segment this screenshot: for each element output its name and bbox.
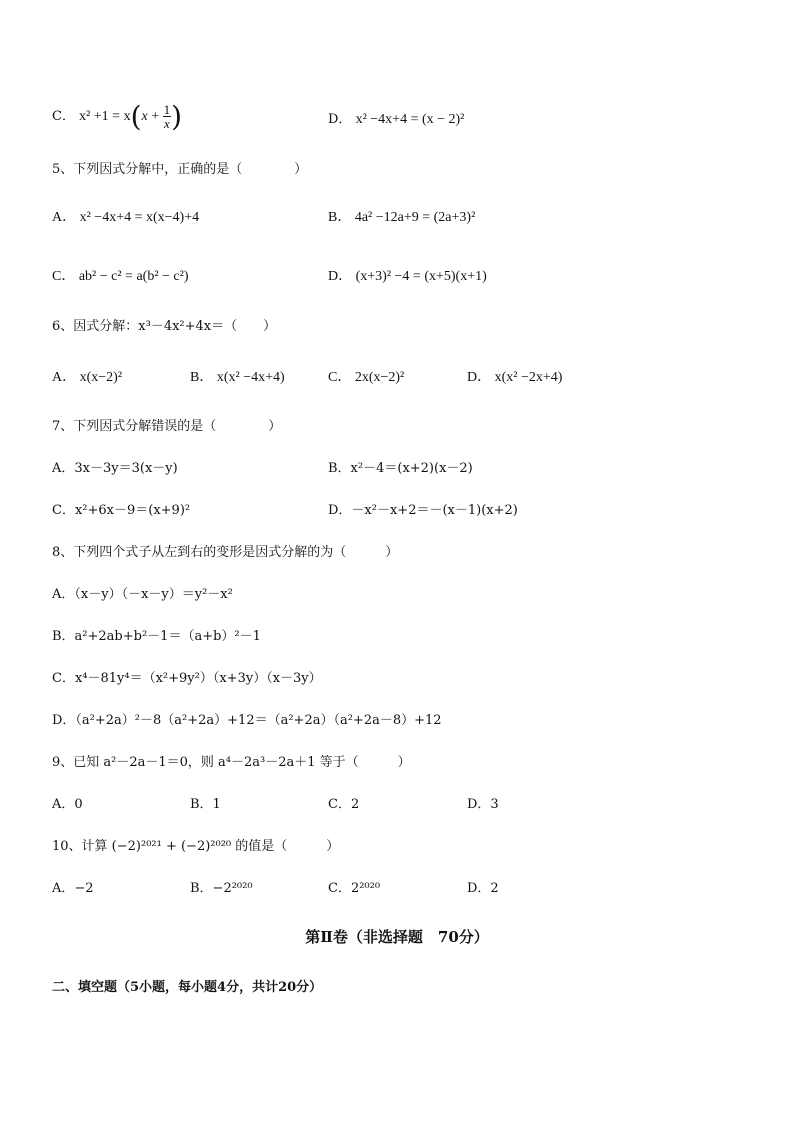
q5-stem: 5、下列因式分解中，正确的是（ ）: [52, 162, 308, 177]
q5-option-c: C． ab² − c² = a(b² − c²): [52, 269, 189, 284]
q5-option-b: B． 4a² −12a+9 = (2a+3)²: [328, 210, 476, 225]
q4-option-c-x: x +: [141, 109, 163, 124]
q6-option-b: B． x(x² −4x+4): [190, 370, 285, 385]
q8-stem: 8、下列四个式子从左到右的变形是因式分解的为（ ）: [52, 545, 399, 560]
q10-option-c: C．2²⁰²⁰: [328, 881, 381, 896]
q4-option-c: [52, 100, 182, 133]
q4-option-c-left: x² +1 = x: [79, 109, 131, 124]
q8-option-c: C．x⁴－81y⁴＝（x²+9y²）（x+3y）（x－3y）: [52, 671, 322, 686]
q8-option-d: D．（a²+2a）²－8（a²+2a）+12＝（a²+2a）（a²+2a－8）+12: [52, 713, 442, 728]
q9-option-d: D．3: [467, 797, 499, 812]
q7-option-a: A．3x－3y＝3(x－y): [52, 461, 178, 476]
q10-option-b: B．−2²⁰²⁰: [190, 881, 253, 896]
q4-frac-den: x: [164, 116, 170, 131]
q4-option-d-expr: x² −4x+4 = (x − 2)²: [355, 112, 465, 127]
q9-option-b: B．1: [190, 797, 221, 812]
q5-option-d: D． (x+3)² −4 = (x+5)(x+1): [328, 269, 487, 284]
section2-title: 二、填空题（5小题，每小题4分，共计20分）: [52, 980, 323, 995]
q6-option-d: D． x(x² −2x+4): [467, 370, 563, 385]
q7-stem: 7、下列因式分解错误的是（ ）: [52, 419, 282, 434]
q7-option-d: D．－x²－x+2＝－(x－1)(x+2): [328, 503, 518, 518]
q8-option-a: A．（x－y）（－x－y）＝y²－x²: [52, 587, 233, 602]
q10-option-a: A．−2: [52, 881, 94, 896]
q9-option-c: C．2: [328, 797, 360, 812]
q4-option-c-label: C．: [52, 109, 75, 124]
q6-stem: 6、因式分解：x³－4x²+4x＝（ ）: [52, 319, 277, 334]
q4-option-d: [328, 108, 464, 128]
q10-stem: 10、计算 (−2)²⁰²¹ + (−2)²⁰²⁰ 的值是（ ）: [52, 839, 340, 854]
q6-option-c: C． 2x(x−2)²: [328, 370, 405, 385]
q6-option-a: A． x(x−2)²: [52, 370, 123, 385]
q10-option-d: D．2: [467, 881, 499, 896]
part2-heading: 第Ⅱ卷（非选择题 70分）: [305, 928, 489, 946]
q9-stem: 9、已知 a²－2a－1＝0，则 a⁴－2a³－2a＋1 等于（ ）: [52, 755, 411, 770]
q7-option-b: B．x²－4＝(x+2)(x－2): [328, 461, 473, 476]
q4-option-d-label: D．: [328, 112, 352, 127]
q9-option-a: A．0: [52, 797, 83, 812]
q4-frac-num: 1: [163, 102, 171, 117]
q7-option-c: C．x²+6x－9＝(x+9)²: [52, 503, 191, 518]
q4-paren-open: (: [130, 100, 142, 133]
q4-paren-close: ): [171, 100, 183, 133]
q4-option-c-fraction: [163, 103, 172, 130]
q8-option-b: B．a²+2ab+b²－1＝（a+b）²－1: [52, 629, 261, 644]
q5-option-a: A． x² −4x+4 = x(x−4)+4: [52, 210, 200, 225]
